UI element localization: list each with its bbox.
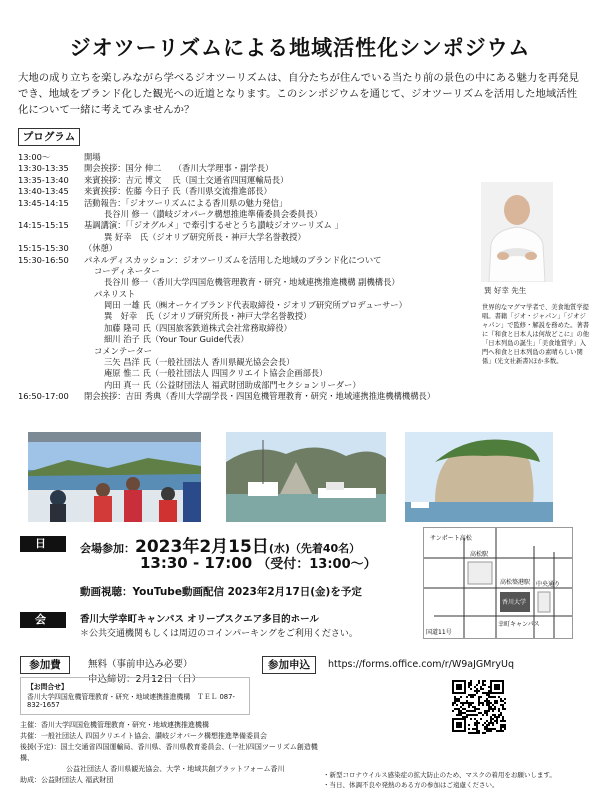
program-detail: 長谷川 修一（香川大学四国危機管理教育・研究・地域連携推進機構 副機構長） xyxy=(104,277,400,288)
program-row xyxy=(18,163,488,174)
apply-label: 参加申込 xyxy=(262,656,316,674)
venue-name: 香川大学幸町キャンパス オリーブスクエア多目的ホール xyxy=(80,614,319,625)
event-capacity: （先着40名） xyxy=(289,542,361,555)
time-block xyxy=(140,553,377,572)
fee-line-1: 無料（事前申込み必要） xyxy=(88,659,193,670)
program-row xyxy=(18,357,488,368)
stream-info: 動画視聴：YouTube動画配信 2023年2月17日(金)を予定 xyxy=(80,586,362,598)
venue-participation-label: 会場参加： xyxy=(80,542,135,555)
program-row xyxy=(18,323,488,334)
program-detail: 庵原 惟二 氏（一般社団法人 四国クリエイト協会企画部長） xyxy=(104,368,328,379)
organizer-line: 助成：公益財団法人 福武財団 xyxy=(20,776,114,784)
program-detail: 巽 好幸 氏（ジオリブ研究所長・神戸大学名誉教授） xyxy=(104,311,312,322)
program-row xyxy=(18,300,488,311)
program-detail: パネリスト xyxy=(94,288,136,299)
program-detail: 来賓挨拶：佐藤 今日子 氏（香川県交流推進部長） xyxy=(84,186,272,197)
program-detail: 岡田 一雄 氏（㈱オーケイブランド代表取締役・ジオリブ研究所プロデューサー） xyxy=(104,300,407,311)
qr-code[interactable] xyxy=(452,680,506,734)
note-line: ・新型コロナウイルス感染症の拡大防止のため、マスクの着用をお願いします。 xyxy=(323,771,556,779)
program-detail: 閉会挨拶：吉田 秀典（香川大学副学長・四国危機管理教育・研究・地域連携推進機構機構長） xyxy=(84,391,436,402)
organizers-list xyxy=(20,720,320,786)
program-detail: パネルディスカッション：ジオツーリズムを活用した地域のブランド化について xyxy=(84,254,382,265)
program-row xyxy=(18,391,488,402)
fee-line-2: 申込締切：2月12日（日） xyxy=(88,674,202,685)
program-detail: 加藤 隆司 氏（四国旅客鉄道株式会社常務取締役） xyxy=(104,322,292,333)
program-row xyxy=(18,346,488,357)
program-time: 16:50-17:00 xyxy=(18,391,69,402)
apply-url-link[interactable]: https://forms.office.com/r/W9aJGMryUq xyxy=(328,659,514,670)
speaker-bio: 世界的なマグマ学者で、美食地質学提唱。書籍「ジオ・ジャパン」「ジオジャパン」で監修・解説を務めた。著書に『和食と日本人は何故どこに』の他「日本列島の誕生」「美食地質学」入門へ和食と日本列島の素晴らしい関係」(光文社新書)ほか多数。 xyxy=(482,304,590,365)
venue-label: 会 場 xyxy=(20,612,66,628)
organizer-line: 公益社団法人 香川県観光協会、大学・地域共創プラットフォーム香川 xyxy=(66,765,285,773)
program-list xyxy=(18,152,488,403)
intro-text: 大地の成り立ちを楽しみながら学べるジオツーリズムは、自分たちが住んでいる当たり前の景色の中にある魅力を再発見でき、地域をブランド化した観光への近道となります。このシンポジウムを通じて、ジオツーリズムを活用した地域活性化について一緒に考えてみませんか？ xyxy=(18,72,579,116)
program-row xyxy=(18,152,488,163)
speaker-caption: 巽 好幸 先生 xyxy=(484,286,527,295)
program-row xyxy=(18,198,488,209)
program-time: 15:30-16:50 xyxy=(18,254,69,265)
program-detail: （休憩） xyxy=(84,243,118,254)
program-detail: 来賓挨拶：吉元 博文 氏（国土交通省四国運輸局長） xyxy=(84,174,289,185)
map-label-sunport: サンポート高松 xyxy=(430,535,472,542)
program-row xyxy=(18,175,488,186)
island-rock-photo xyxy=(405,432,553,522)
program-detail: 開会挨拶：国分 伸二 （香川大学理事・副学長） xyxy=(84,163,274,174)
program-time: 15:15-15:30 xyxy=(18,243,69,254)
program-detail: 細川 治子 氏（Your Tour Guide代表） xyxy=(104,334,249,345)
program-detail: 巽 好幸 氏（ジオリブ研究所長・神戸大学名誉教授） xyxy=(104,231,306,242)
notes-list xyxy=(323,770,593,790)
program-row xyxy=(18,334,488,345)
boat-tour-photo xyxy=(28,432,201,522)
venue-map xyxy=(423,527,573,639)
event-time: 13:30 - 17:00 xyxy=(140,554,253,572)
event-reception: （受付：13:00〜） xyxy=(257,557,377,572)
program-row xyxy=(18,232,488,243)
program-row xyxy=(18,289,488,300)
program-row xyxy=(18,380,488,391)
program-time: 13:35-13:40 xyxy=(18,174,69,185)
venue-note: ＊公共交通機関もしくは周辺のコインパーキングをご利用ください。 xyxy=(80,629,358,639)
program-row xyxy=(18,186,488,197)
program-detail: 基調講演：「「ジオグルメ」で牽引するせとうち讃岐ジオツーリズム 」 xyxy=(84,220,343,231)
program-time: 13:30-13:35 xyxy=(18,163,69,174)
program-detail: コーディネーター xyxy=(94,265,160,276)
event-date: 2023年2月15日 xyxy=(135,537,269,557)
program-time: 13:00〜 xyxy=(18,152,51,162)
program-row xyxy=(18,209,488,220)
map-label-station: 高松駅 xyxy=(470,551,489,558)
organizer-line: 共催：一般社団法人 四国クリエイト協会、讃岐ジオパーク構想推進準備委員会 xyxy=(20,732,267,740)
program-row xyxy=(18,220,488,231)
program-time: 13:45-14:15 xyxy=(18,197,69,208)
contact-text: 香川大学四国危機管理教育・研究・地域連携推進機構 ＴＥＬ 087-832-1657 xyxy=(27,693,235,709)
organizer-line: 後援(予定)：国土交通省四国運輸局、香川県、香川県教育委員会、(一社)四国ツーリズム創造機構、 xyxy=(20,743,318,762)
program-detail: 活動報告：「ジオツーリズムによる香川県の魅力発信」 xyxy=(84,197,288,208)
map-label-university: 香川大学 xyxy=(502,599,527,606)
program-row xyxy=(18,311,488,322)
map-label-chuo: 中央通り xyxy=(536,581,561,588)
contact-heading: 【お問合せ】 xyxy=(27,683,68,691)
program-time: 13:40-13:45 xyxy=(18,186,69,197)
note-line: ・当日、体調不良や発熱のある方の参加はご遠慮ください。 xyxy=(323,781,499,789)
contact-box xyxy=(20,677,250,715)
date-label: 日 時 xyxy=(20,536,66,552)
map-label-chikko: 高松築港駅 xyxy=(500,579,531,586)
page-title: ジオツーリズムによる地域活性化シンポジウム xyxy=(69,36,531,60)
map-label-route11: 国道11号 xyxy=(426,629,452,636)
event-weekday: (水) xyxy=(268,542,290,555)
program-row xyxy=(18,243,488,254)
program-row xyxy=(18,255,488,266)
speaker-photo xyxy=(481,182,553,282)
program-detail: 開場 xyxy=(84,152,101,162)
program-detail: コメンテーター xyxy=(94,345,153,356)
program-detail: 内田 真一 氏（公益財団法人 福武財団助成部門セクションリーダー） xyxy=(104,379,361,390)
program-detail: 長谷川 修一（讃岐ジオパーク構想推進準備委員会委員長） xyxy=(104,208,323,219)
map-label-campus: 幸町キャンパス xyxy=(498,621,540,628)
program-detail: 三矢 昌洋 氏（一般社団法人 香川県観光協会会長） xyxy=(104,357,295,368)
organizer-line: 主催：香川大学四国危機管理教育・研究・地域連携推進機構 xyxy=(20,721,209,729)
program-row xyxy=(18,277,488,288)
program-row xyxy=(18,368,488,379)
program-time: 14:15-15:15 xyxy=(18,220,69,231)
coast-boats-photo xyxy=(226,432,386,522)
fee-label: 参加費 xyxy=(20,656,70,674)
program-row xyxy=(18,266,488,277)
program-heading: プログラム xyxy=(18,128,80,146)
